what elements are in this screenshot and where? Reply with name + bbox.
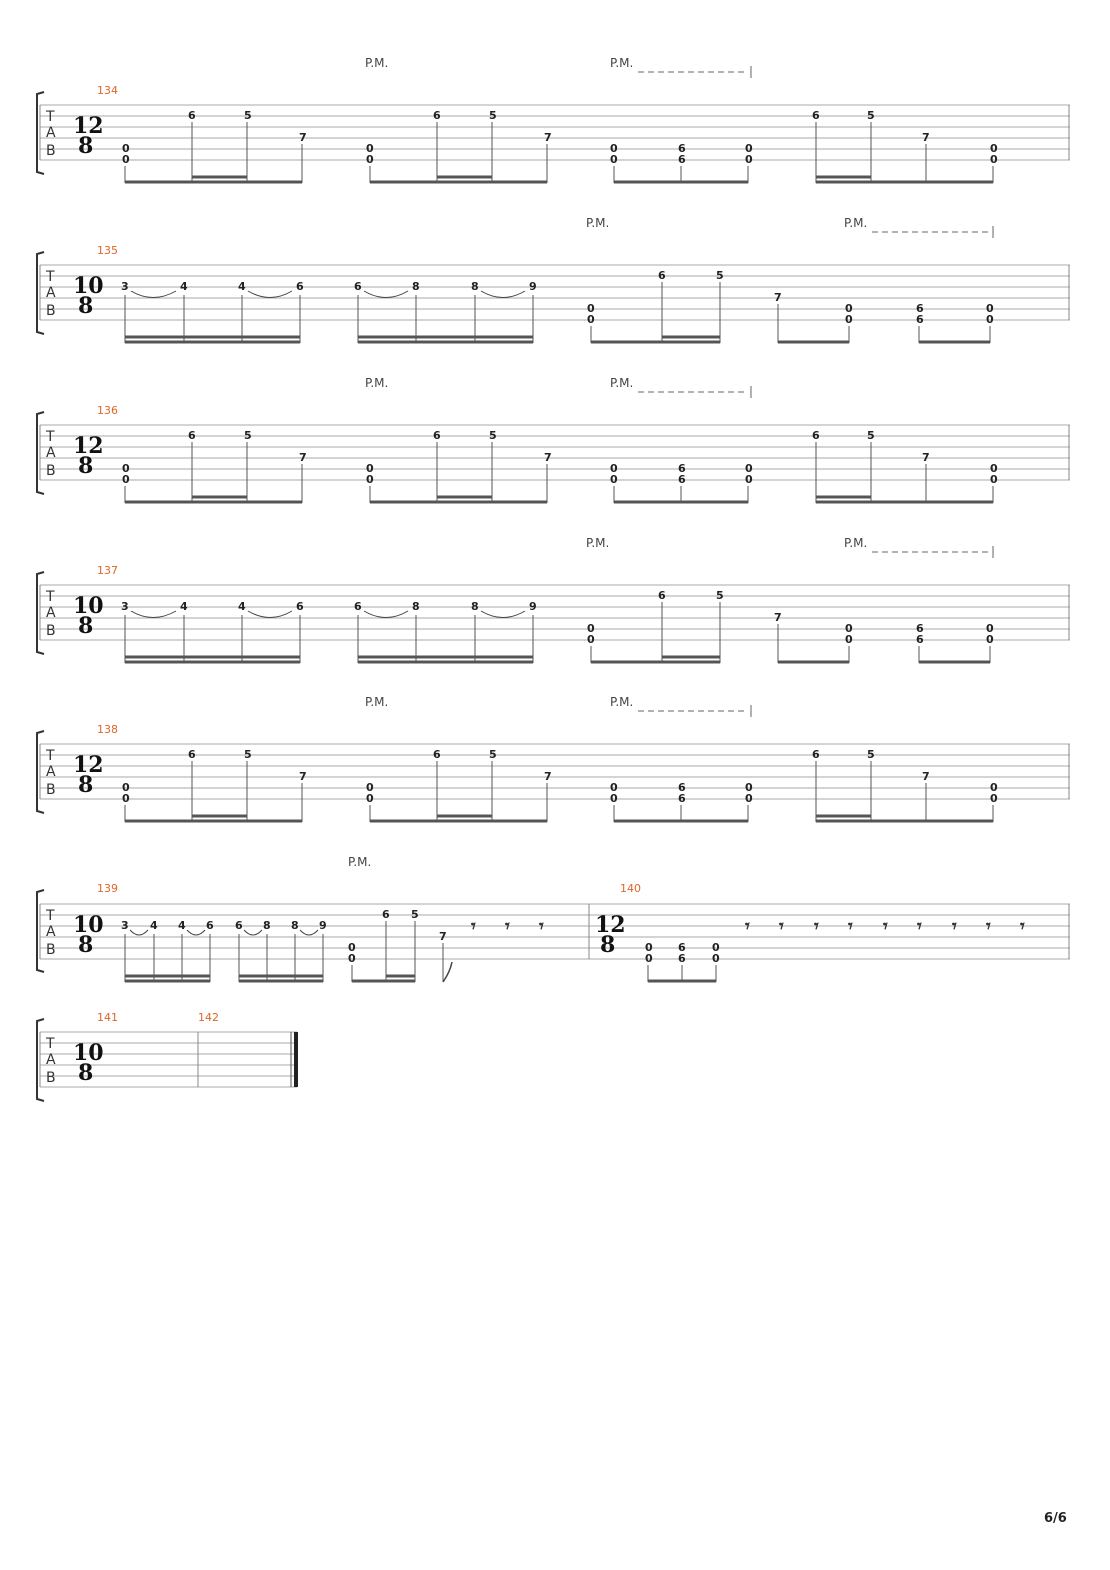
eighth-rest-icon: 𝄾 xyxy=(883,916,888,937)
fret: 0 xyxy=(986,313,994,326)
fret: 5 xyxy=(716,269,724,282)
time-signature-bottom: 8 xyxy=(600,932,616,958)
fret: 0 xyxy=(366,142,374,155)
fret: 6 xyxy=(296,600,304,613)
staff-lines xyxy=(40,904,1070,959)
fret: 0 xyxy=(845,622,853,635)
fret: 7 xyxy=(299,451,307,464)
fret: 6 xyxy=(916,302,924,315)
eighth-rest-icon: 𝄾 xyxy=(814,916,819,937)
measure-number: 142 xyxy=(198,1011,219,1024)
fret: 0 xyxy=(745,142,753,155)
fret: 0 xyxy=(587,622,595,635)
fret: 7 xyxy=(774,291,782,304)
palm-mute-label: P.M. xyxy=(586,216,610,230)
fret: 4 xyxy=(180,600,188,613)
fret: 5 xyxy=(411,908,419,921)
fret: 0 xyxy=(986,622,994,635)
rhythm-stems xyxy=(125,602,990,663)
ties xyxy=(131,291,525,298)
fret: 7 xyxy=(439,930,447,943)
fret: 0 xyxy=(122,473,130,486)
fret: 6 xyxy=(678,952,686,965)
fret: 4 xyxy=(238,600,246,613)
tab-clef xyxy=(45,109,56,159)
fret: 6 xyxy=(296,280,304,293)
eighth-flag-icon xyxy=(443,962,452,982)
fret: 0 xyxy=(610,473,618,486)
tab-row-135 xyxy=(37,216,1070,343)
eighth-rest-icon: 𝄾 xyxy=(745,916,750,937)
tab-row-141-142 xyxy=(37,1011,297,1101)
fret: 6 xyxy=(188,748,196,761)
fret: 0 xyxy=(990,792,998,805)
fret: 5 xyxy=(867,109,875,122)
time-signature-top: 10 xyxy=(73,593,104,619)
fret: 8 xyxy=(412,600,420,613)
time-signature-bottom: 8 xyxy=(78,293,94,319)
page-number: 6/6 xyxy=(1044,1511,1067,1526)
fret: 6 xyxy=(678,462,686,475)
tab-letter-a: A xyxy=(46,125,56,141)
ties xyxy=(130,930,318,935)
time-signature-top: 10 xyxy=(73,273,104,299)
fret: 8 xyxy=(412,280,420,293)
tab-letter-t: T xyxy=(46,589,55,605)
fret: 6 xyxy=(678,153,686,166)
tab-clef xyxy=(45,269,56,319)
palm-mute-label: P.M. xyxy=(586,536,610,550)
eighth-rest-icon: 𝄾 xyxy=(848,916,853,937)
fret: 0 xyxy=(610,781,618,794)
tab-row-138 xyxy=(37,695,1070,822)
fret: 0 xyxy=(610,462,618,475)
tab-letter-b: B xyxy=(46,463,56,479)
measure-number: 137 xyxy=(97,564,118,577)
time-signature-bottom: 8 xyxy=(78,133,94,159)
fret: 6 xyxy=(916,633,924,646)
palm-mute-label: P.M. xyxy=(610,376,634,390)
rhythm-stems xyxy=(125,122,993,183)
fret: 4 xyxy=(150,919,158,932)
fret: 6 xyxy=(658,589,666,602)
fret: 0 xyxy=(122,142,130,155)
fret: 6 xyxy=(188,429,196,442)
fret: 0 xyxy=(990,153,998,166)
measure-number: 134 xyxy=(97,84,118,97)
fret: 0 xyxy=(990,462,998,475)
fret: 5 xyxy=(716,589,724,602)
time-signature-bottom: 8 xyxy=(78,1060,94,1086)
fret: 0 xyxy=(366,792,374,805)
fret: 0 xyxy=(745,781,753,794)
palm-mute-label: P.M. xyxy=(610,56,634,70)
fret: 6 xyxy=(354,280,362,293)
tab-letter-t: T xyxy=(46,1036,55,1052)
fret: 7 xyxy=(544,131,552,144)
fret: 6 xyxy=(678,792,686,805)
fret: 5 xyxy=(244,109,252,122)
tab-letter-t: T xyxy=(46,429,55,445)
fret: 9 xyxy=(319,919,327,932)
fret: 0 xyxy=(745,153,753,166)
fret: 0 xyxy=(845,302,853,315)
fret: 0 xyxy=(845,313,853,326)
fret: 5 xyxy=(489,429,497,442)
fret: 0 xyxy=(712,941,720,954)
tab-letter-a: A xyxy=(46,924,56,940)
palm-mute-label: P.M. xyxy=(610,695,634,709)
fret: 6 xyxy=(678,781,686,794)
fret: 7 xyxy=(299,770,307,783)
time-signature-top: 10 xyxy=(73,1040,104,1066)
tab-letter-t: T xyxy=(46,269,55,285)
fret: 0 xyxy=(366,462,374,475)
eighth-rest-icon: 𝄾 xyxy=(1020,916,1025,937)
fret: 0 xyxy=(348,952,356,965)
tab-letter-b: B xyxy=(46,942,56,958)
palm-mute-label: P.M. xyxy=(365,56,389,70)
palm-mute-label: P.M. xyxy=(844,536,868,550)
fret: 0 xyxy=(610,792,618,805)
fret: 0 xyxy=(366,153,374,166)
fret: 6 xyxy=(678,142,686,155)
fret: 0 xyxy=(745,792,753,805)
measure-number: 136 xyxy=(97,404,118,417)
fret: 0 xyxy=(587,633,595,646)
fret: 6 xyxy=(812,748,820,761)
eighth-rest-icon: 𝄾 xyxy=(779,916,784,937)
eighth-rest-icon: 𝄾 xyxy=(986,916,991,937)
fret: 0 xyxy=(366,473,374,486)
fret: 7 xyxy=(544,770,552,783)
tab-letter-b: B xyxy=(46,623,56,639)
eighth-rest-icon: 𝄾 xyxy=(539,916,544,937)
eighth-rest-icon: 𝄾 xyxy=(505,916,510,937)
fret: 0 xyxy=(122,153,130,166)
fret: 5 xyxy=(244,429,252,442)
time-signature-top: 12 xyxy=(73,752,104,778)
fret: 0 xyxy=(986,302,994,315)
palm-mute-label: P.M. xyxy=(844,216,868,230)
fret: 0 xyxy=(122,781,130,794)
measure-number: 141 xyxy=(97,1011,118,1024)
fret: 5 xyxy=(489,109,497,122)
rhythm-stems xyxy=(125,761,993,822)
tab-clef xyxy=(45,908,56,958)
eighth-rest-icon: 𝄾 xyxy=(917,916,922,937)
fret: 5 xyxy=(244,748,252,761)
palm-mute-label: P.M. xyxy=(365,376,389,390)
fret: 9 xyxy=(529,600,537,613)
tab-letter-a: A xyxy=(46,764,56,780)
fret: 0 xyxy=(745,473,753,486)
fret: 0 xyxy=(348,941,356,954)
tab-clef xyxy=(45,1036,56,1086)
fret: 4 xyxy=(180,280,188,293)
fret: 6 xyxy=(658,269,666,282)
fret: 6 xyxy=(206,919,214,932)
fret: 5 xyxy=(489,748,497,761)
fret: 0 xyxy=(645,952,653,965)
fret: 0 xyxy=(990,473,998,486)
fret: 4 xyxy=(178,919,186,932)
fret: 0 xyxy=(990,142,998,155)
fret: 0 xyxy=(122,462,130,475)
measure-number: 140 xyxy=(620,882,641,895)
time-signature-bottom: 8 xyxy=(78,772,94,798)
fret: 0 xyxy=(990,781,998,794)
tab-row-136 xyxy=(37,376,1070,503)
fret: 7 xyxy=(922,770,930,783)
time-signature-top: 12 xyxy=(73,113,104,139)
fret: 0 xyxy=(986,633,994,646)
tab-row-139-140 xyxy=(37,855,1070,982)
fret: 9 xyxy=(529,280,537,293)
fret: 0 xyxy=(587,302,595,315)
fret: 6 xyxy=(433,429,441,442)
time-signature-top: 10 xyxy=(73,912,104,938)
fret: 7 xyxy=(922,451,930,464)
fret: 8 xyxy=(471,600,479,613)
fret: 7 xyxy=(922,131,930,144)
tab-row-134 xyxy=(37,56,1070,183)
fret: 8 xyxy=(263,919,271,932)
fret: 5 xyxy=(867,429,875,442)
fret: 0 xyxy=(712,952,720,965)
fret: 0 xyxy=(745,462,753,475)
fret: 6 xyxy=(354,600,362,613)
measure-number: 138 xyxy=(97,723,118,736)
time-signature-top: 12 xyxy=(73,433,104,459)
tab-letter-b: B xyxy=(46,1070,56,1086)
ties xyxy=(131,611,525,618)
fret: 5 xyxy=(867,748,875,761)
rhythm-stems xyxy=(125,282,990,343)
fret: 3 xyxy=(121,280,129,293)
fret: 6 xyxy=(235,919,243,932)
fret: 0 xyxy=(645,941,653,954)
fret: 3 xyxy=(121,600,129,613)
fret: 0 xyxy=(610,142,618,155)
fret: 0 xyxy=(845,633,853,646)
fret: 6 xyxy=(916,313,924,326)
fret: 3 xyxy=(121,919,129,932)
fret: 6 xyxy=(433,748,441,761)
time-signature-bottom: 8 xyxy=(78,453,94,479)
fret: 6 xyxy=(382,908,390,921)
fret: 6 xyxy=(433,109,441,122)
tab-letter-a: A xyxy=(46,1052,56,1068)
tab-letter-a: A xyxy=(46,445,56,461)
tab-clef xyxy=(45,429,56,479)
fret: 0 xyxy=(587,313,595,326)
fret: 6 xyxy=(812,109,820,122)
fret: 7 xyxy=(774,611,782,624)
fret: 6 xyxy=(916,622,924,635)
palm-mute-label: P.M. xyxy=(365,695,389,709)
eighth-rest-icon: 𝄾 xyxy=(471,916,476,937)
fret: 0 xyxy=(366,781,374,794)
fret: 4 xyxy=(238,280,246,293)
time-signature-bottom: 8 xyxy=(78,932,94,958)
tab-row-137 xyxy=(37,536,1070,663)
fret: 8 xyxy=(471,280,479,293)
fret: 7 xyxy=(544,451,552,464)
fret: 7 xyxy=(299,131,307,144)
time-signature-top: 12 xyxy=(595,912,626,938)
rhythm-stems xyxy=(125,442,993,503)
eighth-rest-icon: 𝄾 xyxy=(952,916,957,937)
palm-mute-label: P.M. xyxy=(348,855,372,869)
tab-letter-t: T xyxy=(46,109,55,125)
tab-letter-b: B xyxy=(46,782,56,798)
fret: 6 xyxy=(812,429,820,442)
tab-letter-b: B xyxy=(46,143,56,159)
tab-clef xyxy=(45,589,56,639)
tab-letter-t: T xyxy=(46,748,55,764)
fret: 0 xyxy=(610,153,618,166)
tab-letter-t: T xyxy=(46,908,55,924)
tab-clef xyxy=(45,748,56,798)
fret: 6 xyxy=(678,473,686,486)
fret: 6 xyxy=(188,109,196,122)
measure-number: 139 xyxy=(97,882,118,895)
fret: 6 xyxy=(678,941,686,954)
fret: 0 xyxy=(122,792,130,805)
tab-letter-b: B xyxy=(46,303,56,319)
time-signature-bottom: 8 xyxy=(78,613,94,639)
tab-letter-a: A xyxy=(46,285,56,301)
tab-letter-a: A xyxy=(46,605,56,621)
fret: 8 xyxy=(291,919,299,932)
measure-number: 135 xyxy=(97,244,118,257)
